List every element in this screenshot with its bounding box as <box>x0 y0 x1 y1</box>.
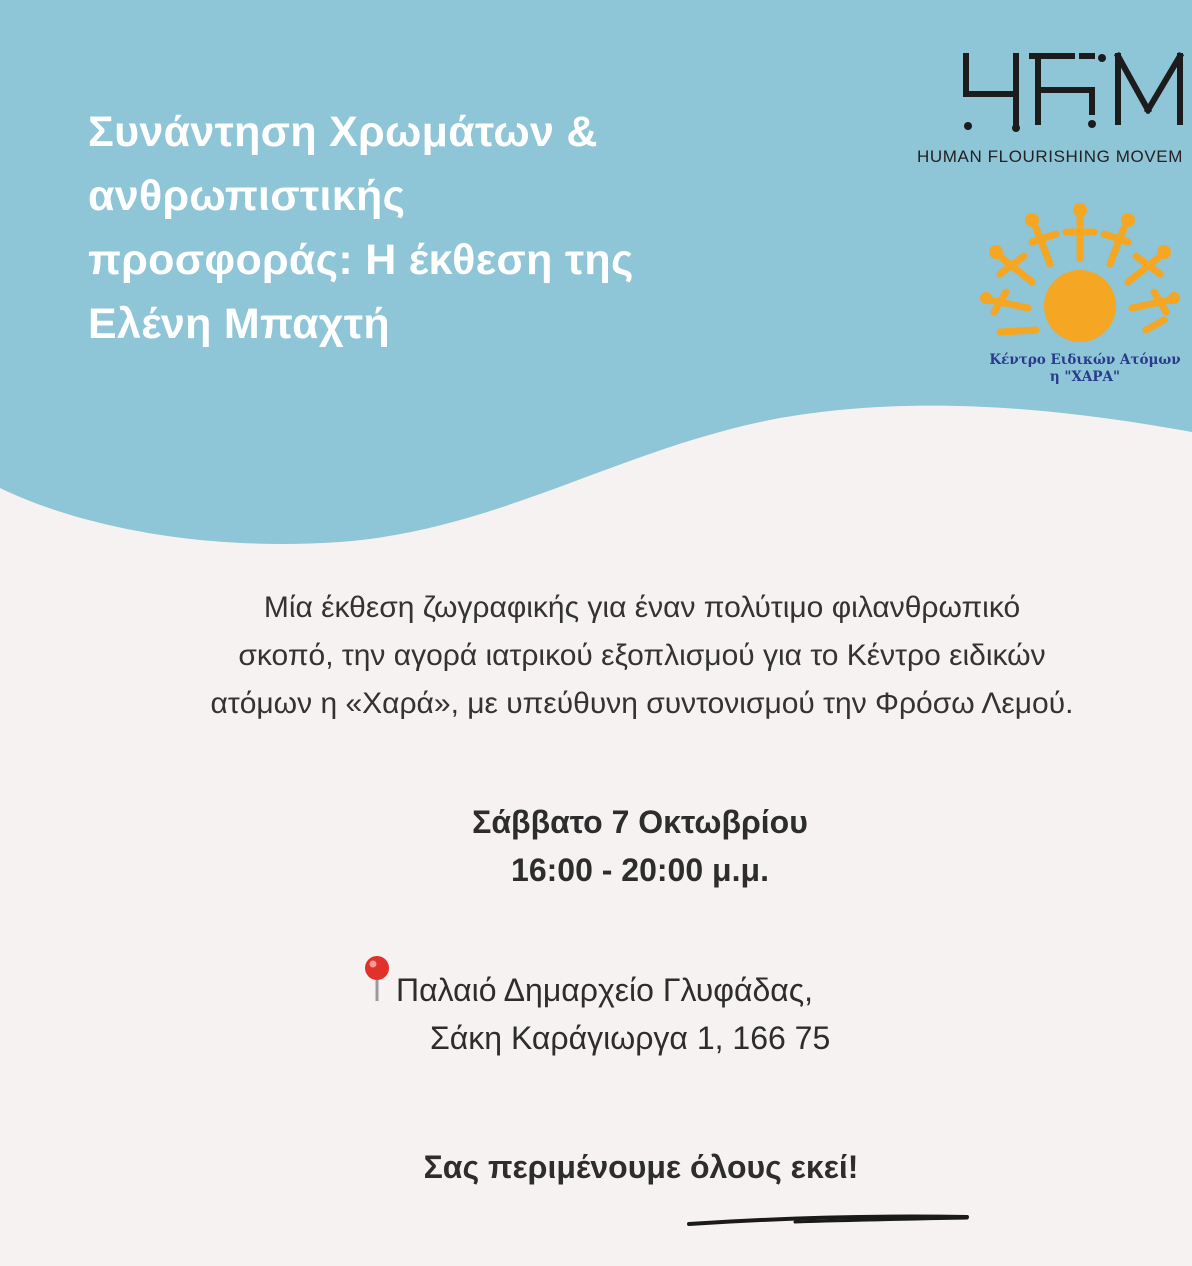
closing-message: Σας περιμένουμε όλους εκεί! <box>423 1149 859 1185</box>
hara-caption <box>978 352 1192 386</box>
title-line-1: Συνάντηση Χρωμάτων & <box>88 108 598 156</box>
event-date: Σάββατο 7 Οκτωβρίου <box>472 804 808 840</box>
title-line-2: ανθρωπιστικής <box>88 172 406 220</box>
event-time: 16:00 - 20:00 μ.μ. <box>511 852 769 888</box>
hara-caption-line-1: Κέντρο Ειδικών Ατόμων <box>989 352 1181 368</box>
event-description <box>110 584 1174 728</box>
address-line-1: Παλαιό Δημαρχείο Γλυφάδας, <box>396 972 814 1008</box>
hfm-logo <box>958 50 1192 134</box>
event-schedule <box>0 798 1192 894</box>
hfm-tagline: HUMAN FLOURISHING MOVEM <box>917 147 1183 166</box>
title-line-3: προσφοράς: Η έκθεση της <box>88 236 634 284</box>
description-line-3: ατόμων η «Χαρά», με υπεύθυνη συντονισμού την Φρόσω Λεμού. <box>210 687 1074 720</box>
sun-with-people-icon <box>980 198 1180 348</box>
decorative-underline <box>685 1205 975 1235</box>
description-line-1: Μία έκθεση ζωγραφικής για έναν πολύτιμο φιλανθρωπικό <box>263 591 1021 624</box>
address-line-2: Σάκη Καράγιωργα 1, 166 75 <box>430 1020 831 1056</box>
map-pin-icon <box>362 955 392 1003</box>
description-line-2: σκοπό, την αγορά ιατρικού εξοπλισμού για το Κέντρο ειδικών <box>238 639 1046 672</box>
hara-caption-line-2: η "ΧΑΡΑ" <box>1049 369 1121 385</box>
event-title <box>88 100 728 356</box>
title-line-4: Ελένη Μπαχτή <box>88 300 390 348</box>
